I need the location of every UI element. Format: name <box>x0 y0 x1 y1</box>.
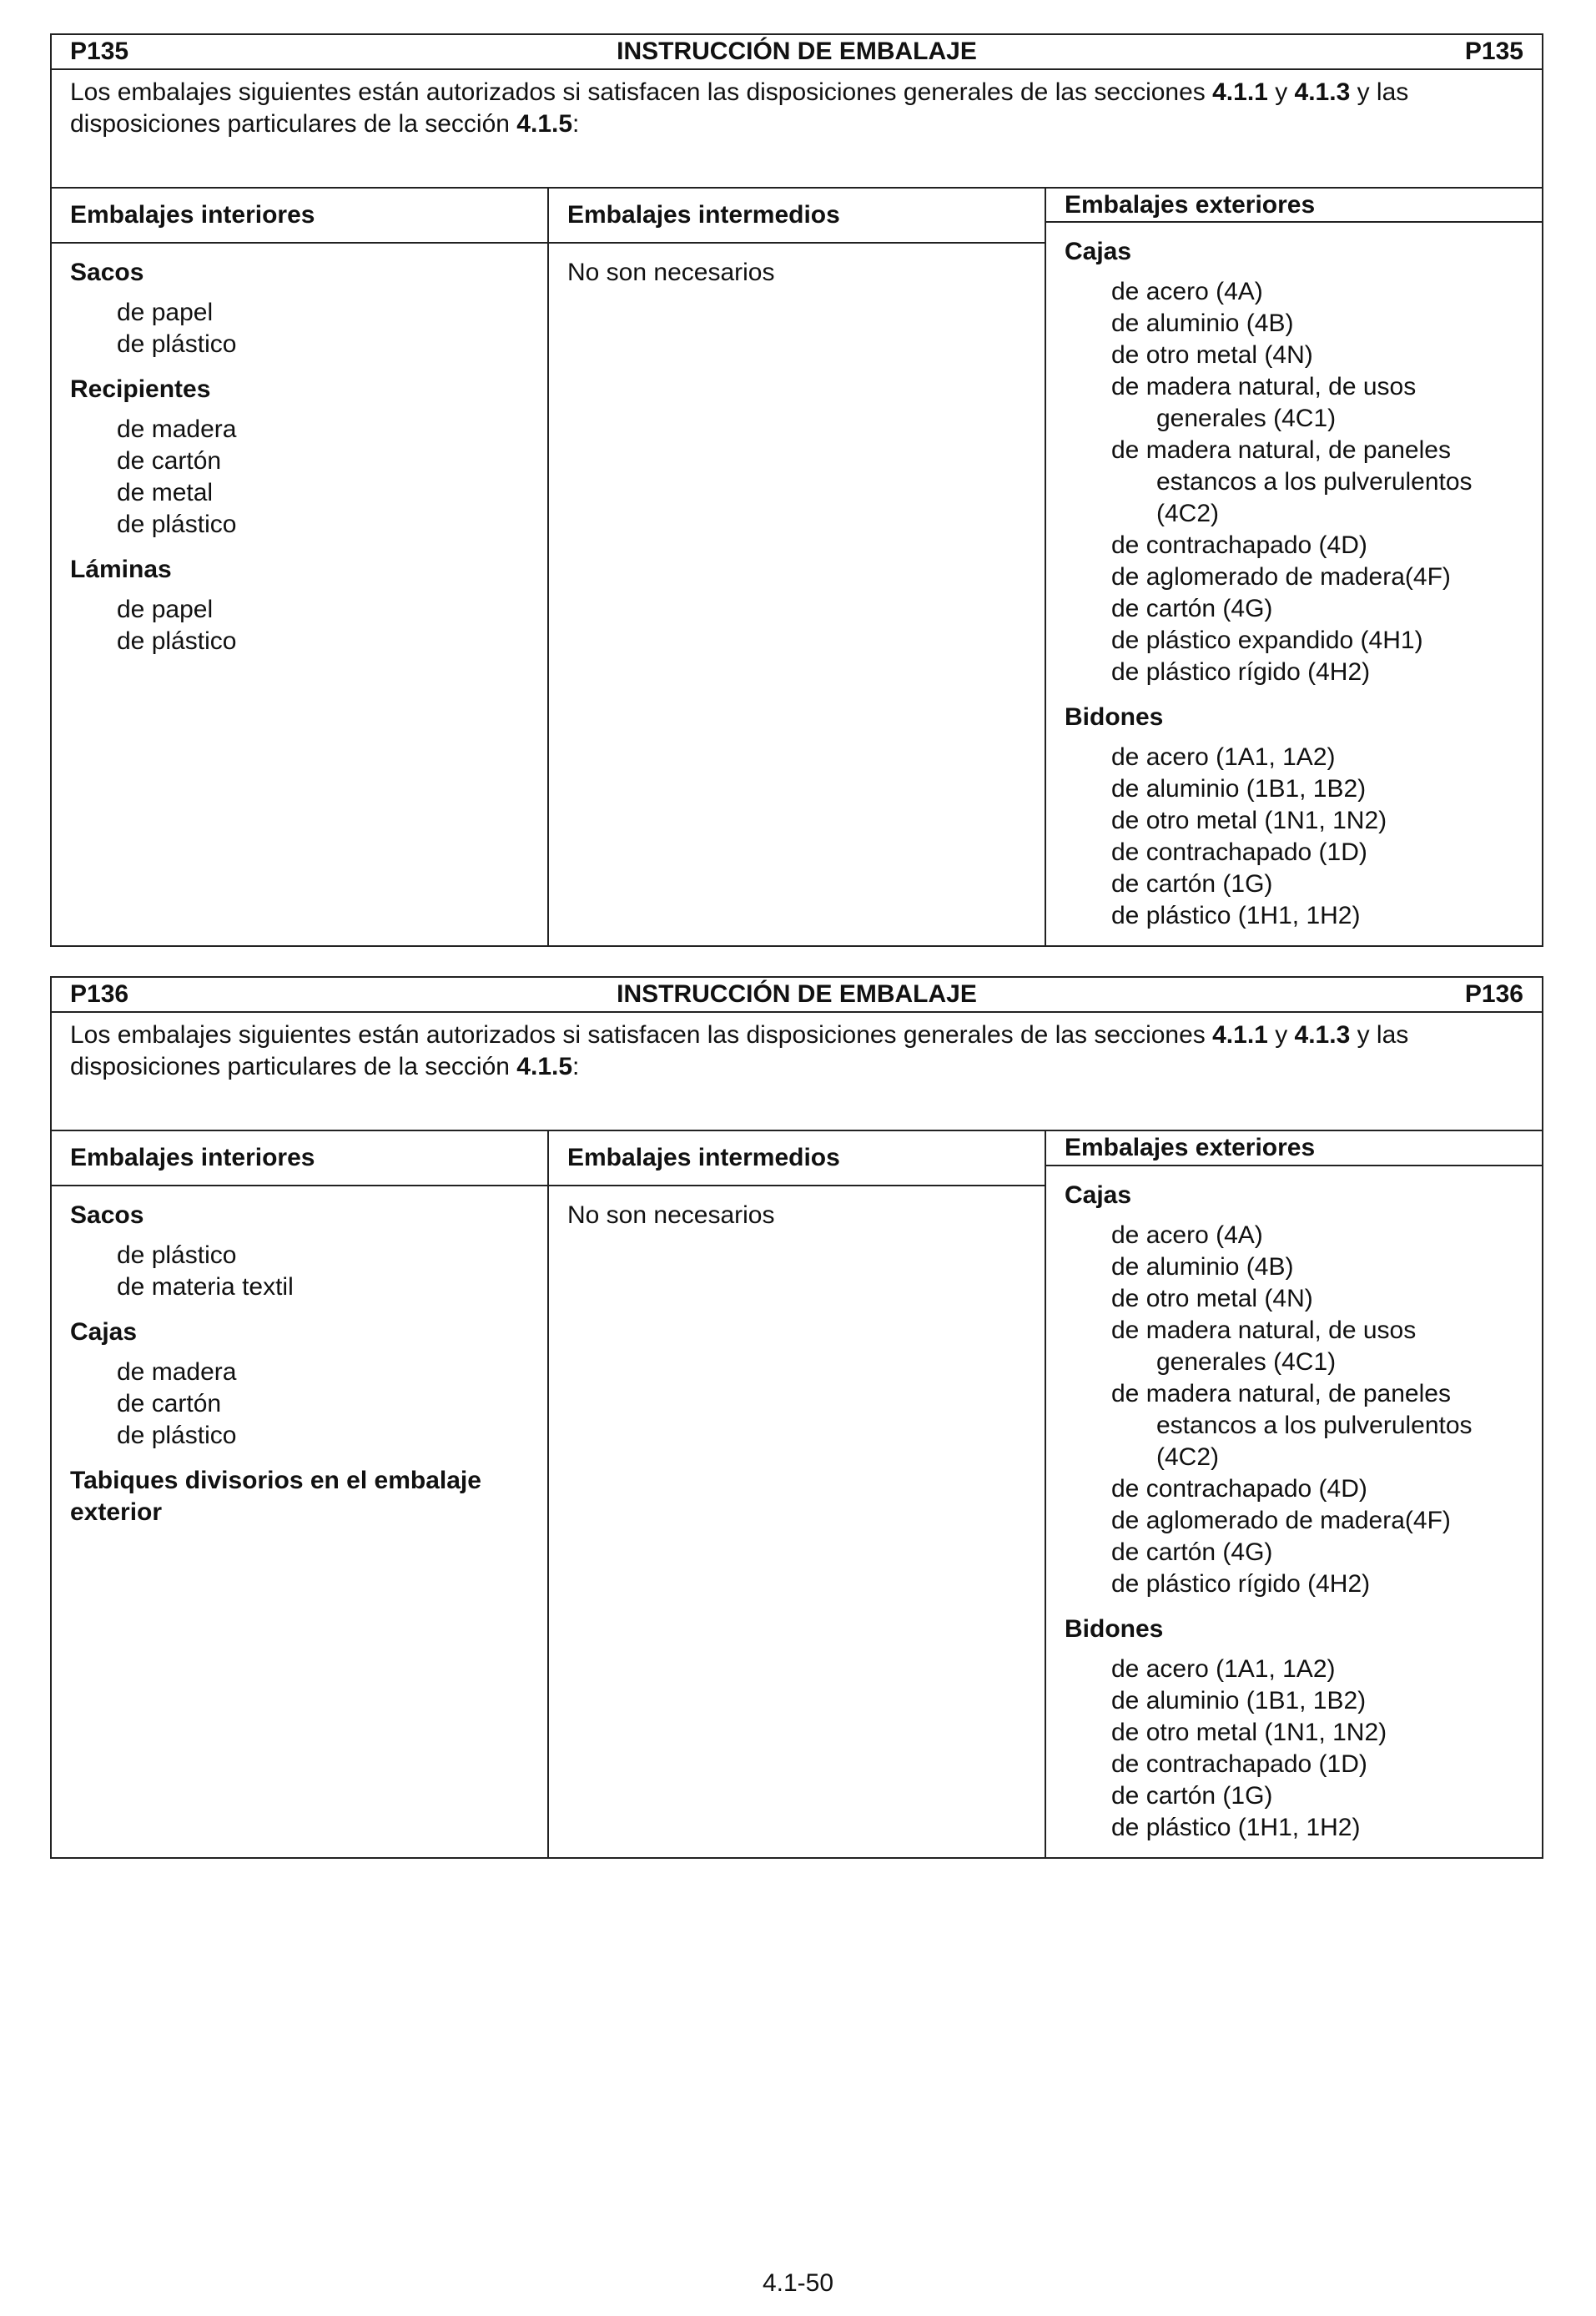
list-item: de plástico rígido (4H2) <box>1111 658 1371 686</box>
instruction-code-left: P136 <box>70 980 129 1008</box>
outer-packagings-column <box>1046 1131 1542 1857</box>
instruction-intro <box>52 70 1542 189</box>
instruction-title: INSTRUCCIÓN DE EMBALAJE <box>617 980 977 1008</box>
group-items <box>1065 276 1523 688</box>
list-item: de papel <box>117 299 214 326</box>
group-items <box>70 414 529 541</box>
list-item: de aluminio (1B1, 1B2) <box>1111 775 1367 803</box>
list-item: de contrachapado (1D) <box>1111 838 1367 866</box>
list-item: (4C2) <box>1156 1443 1220 1471</box>
intro-text: y <box>1267 78 1295 106</box>
intro-text: y las disposiciones particulares de la sección <box>70 1021 1409 1080</box>
group-items <box>70 594 529 657</box>
section-ref: 4.1.1 <box>1212 1021 1268 1049</box>
list-item: de madera natural, de usos <box>1111 1317 1417 1344</box>
intro-text: y las disposiciones particulares de la sección <box>70 78 1409 138</box>
list-item: de materia textil <box>117 1273 294 1301</box>
list-item: generales (4C1) <box>1156 1348 1337 1376</box>
column-header: Embalajes exteriores <box>1046 189 1542 223</box>
group-title: Bidones <box>1065 1615 1164 1643</box>
list-item: de plástico expandido (4H1) <box>1111 627 1423 654</box>
list-item: de plástico <box>117 330 237 358</box>
column-header: Embalajes interiores <box>52 189 547 244</box>
list-item: de otro metal (1N1, 1N2) <box>1111 1719 1387 1746</box>
packing-instruction-p136 <box>50 976 1543 1859</box>
group-items <box>1065 742 1523 932</box>
group-title: Cajas <box>1065 238 1132 265</box>
list-item: de madera natural, de usos <box>1111 373 1417 400</box>
list-item: de plástico <box>117 1422 237 1449</box>
list-item: de papel <box>117 596 214 623</box>
intermediate-packagings-column <box>549 1131 1046 1857</box>
section-ref: 4.1.1 <box>1212 78 1268 106</box>
list-item: de cartón (1G) <box>1111 870 1273 898</box>
list-item: de acero (1A1, 1A2) <box>1111 743 1336 771</box>
list-item: de plástico <box>117 627 237 655</box>
packing-instruction-p135 <box>50 33 1543 947</box>
list-item: de cartón <box>117 1390 222 1417</box>
intro-text: Los embalajes siguientes están autorizados si satisfacen las disposiciones generales de las secciones <box>70 1021 1213 1049</box>
column-header: Embalajes exteriores <box>1046 1131 1542 1166</box>
list-item: de plástico rígido (4H2) <box>1111 1570 1371 1598</box>
list-item: generales (4C1) <box>1156 405 1337 432</box>
inner-packagings-column <box>52 1131 549 1857</box>
group-title: Cajas <box>1065 1181 1132 1209</box>
list-item: estancos a los pulverulentos <box>1156 468 1473 496</box>
list-item: de cartón <box>117 447 222 475</box>
list-item: de aluminio (4B) <box>1111 1253 1294 1281</box>
list-item: de cartón (4G) <box>1111 1538 1273 1566</box>
list-item: de madera natural, de paneles <box>1111 436 1451 464</box>
section-ref: 4.1.3 <box>1294 1021 1351 1049</box>
list-item: de cartón (1G) <box>1111 1782 1273 1810</box>
group-title: Láminas <box>70 556 172 583</box>
intermediate-text: No son necesarios <box>567 259 775 286</box>
column-header: Embalajes intermedios <box>549 1131 1045 1186</box>
group-title: Cajas <box>70 1318 138 1346</box>
list-item: de plástico (1H1, 1H2) <box>1111 1814 1361 1841</box>
list-item: de acero (1A1, 1A2) <box>1111 1655 1336 1683</box>
list-item: de plástico (1H1, 1H2) <box>1111 902 1361 929</box>
list-item: de aglomerado de madera(4F) <box>1111 563 1451 591</box>
list-item: de plástico <box>117 511 237 538</box>
list-item: de madera <box>117 1358 237 1386</box>
list-item: de madera <box>117 415 237 443</box>
instruction-header <box>52 35 1542 70</box>
list-item: de contrachapado (1D) <box>1111 1750 1367 1778</box>
instruction-code-right: P135 <box>1464 38 1523 65</box>
intro-text: : <box>572 110 580 138</box>
list-item: de aluminio (4B) <box>1111 310 1294 337</box>
list-item: de contrachapado (4D) <box>1111 531 1367 559</box>
group-title: Sacos <box>70 1201 144 1229</box>
group-title: Sacos <box>70 259 144 286</box>
outer-packagings-column <box>1046 189 1542 945</box>
list-item: de aglomerado de madera(4F) <box>1111 1507 1451 1534</box>
section-ref: 4.1.3 <box>1294 78 1351 106</box>
page-number: 4.1-50 <box>762 2269 834 2297</box>
list-item: de madera natural, de paneles <box>1111 1380 1451 1407</box>
list-item: de otro metal (4N) <box>1111 1285 1313 1312</box>
group-items <box>1065 1654 1523 1844</box>
list-item: de contrachapado (4D) <box>1111 1475 1367 1503</box>
column-header: Embalajes intermedios <box>549 189 1045 244</box>
group-items <box>1065 1220 1523 1600</box>
instruction-code-left: P135 <box>70 38 129 65</box>
intro-text: y <box>1267 1021 1295 1049</box>
list-item: de cartón (4G) <box>1111 595 1273 622</box>
packaging-columns <box>52 1131 1542 1857</box>
list-item: de otro metal (1N1, 1N2) <box>1111 807 1387 834</box>
list-item: de metal <box>117 479 214 506</box>
instruction-title: INSTRUCCIÓN DE EMBALAJE <box>617 38 977 65</box>
column-header: Embalajes interiores <box>52 1131 547 1186</box>
section-ref: 4.1.5 <box>516 110 573 138</box>
intermediate-packagings-column <box>549 189 1046 945</box>
instruction-intro <box>52 1013 1542 1131</box>
list-item: de otro metal (4N) <box>1111 341 1313 369</box>
section-ref: 4.1.5 <box>516 1053 573 1080</box>
group-items <box>70 1240 529 1303</box>
list-item: de acero (4A) <box>1111 1221 1263 1249</box>
group-title: Bidones <box>1065 703 1164 731</box>
group-title: Tabiques divisorios en el embalaje exterior <box>70 1467 481 1526</box>
instruction-header <box>52 978 1542 1013</box>
list-item: estancos a los pulverulentos <box>1156 1412 1473 1439</box>
inner-packagings-column <box>52 189 549 945</box>
group-title: Recipientes <box>70 375 211 403</box>
list-item: de acero (4A) <box>1111 278 1263 305</box>
packaging-columns <box>52 189 1542 945</box>
intro-text: : <box>572 1053 580 1080</box>
list-item: de aluminio (1B1, 1B2) <box>1111 1687 1367 1714</box>
intermediate-text: No son necesarios <box>567 1201 775 1229</box>
instruction-code-right: P136 <box>1464 980 1523 1008</box>
intro-text: Los embalajes siguientes están autorizados si satisfacen las disposiciones generales de las secciones <box>70 78 1213 106</box>
group-items <box>70 1357 529 1452</box>
list-item: de plástico <box>117 1241 237 1269</box>
group-items <box>70 297 529 360</box>
list-item: (4C2) <box>1156 500 1220 527</box>
